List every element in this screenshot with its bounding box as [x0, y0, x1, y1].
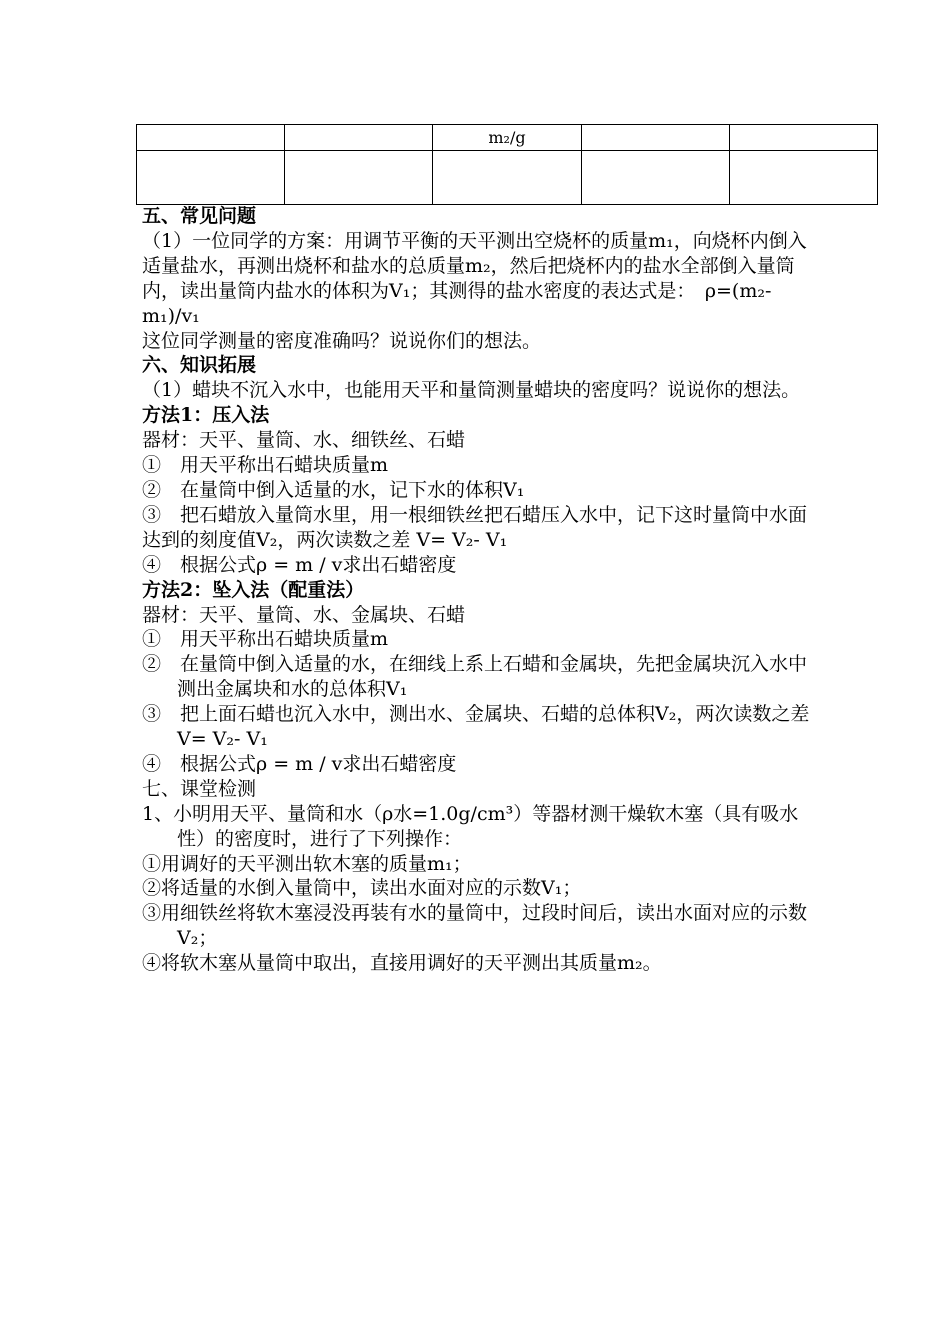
- method-2-step: ④ 根据公式ρ = m / v求出石蜡密度: [142, 752, 457, 775]
- method-2-step: ② 在量筒中倒入适量的水，在细线上系上石蜡和金属块，先把金属块沉入水中测出金属块和水的总体积V₁: [142, 653, 808, 701]
- table-cell-m2: m₂/g: [433, 125, 581, 151]
- section-6-heading: 六、知识拓展: [142, 354, 257, 377]
- section-7-question-1: 1、小明用天平、量筒和水（ρ水=1.0g/cm³）等器材测干燥软木塞（具有吸水性）的密度时，进行了下列操作：: [142, 802, 799, 850]
- section-7-step: ①用调好的天平测出软木塞的质量m₁；: [142, 852, 472, 875]
- method-2-title: 方法2：坠入法（配重法）: [142, 578, 365, 601]
- method-2-step: ① 用天平称出石蜡块质量m: [142, 628, 389, 651]
- table-cell: [729, 151, 877, 205]
- table-cell: [285, 151, 433, 205]
- method-1-title: 方法1：压入法: [142, 404, 270, 427]
- method-1-step: ④ 根据公式ρ = m / v求出石蜡密度: [142, 553, 457, 576]
- section-5-question: 这位同学测量的密度准确吗？说说你们的想法。: [142, 329, 542, 352]
- method-1-materials: 器材：天平、量筒、水、细铁丝、石蜡: [142, 429, 466, 452]
- section-6-item-1: （1）蜡块不沉入水中，也能用天平和量筒测量蜡块的密度吗？说说你的想法。: [142, 379, 801, 402]
- section-7-heading: 七、课堂检测: [142, 777, 257, 800]
- table-row: [137, 151, 878, 205]
- table-cell: [285, 125, 433, 151]
- table-cell: [729, 125, 877, 151]
- table-header-row: [137, 125, 878, 151]
- table-cell: [137, 151, 285, 205]
- section-7-step: ②将适量的水倒入量筒中，读出水面对应的示数V₁；: [142, 877, 582, 900]
- method-1-step: ③ 把石蜡放入量筒水里，用一根细铁丝把石蜡压入水中，记下这时量筒中水面达到的刻度值V₂，两次读数之差 V= V₂- V₁: [142, 503, 808, 551]
- section-5-item-1: （1）一位同学的方案：用调节平衡的天平测出空烧杯的质量m₁，向烧杯内倒入适量盐水，再测出烧杯和盐水的总质量m₂，然后把烧杯内的盐水全部倒入量筒内，读出量筒内盐水的体积为V₁；其测得的盐水密度的表达式是： ρ=(m₂-m₁)/v₁: [142, 229, 807, 327]
- method-2-step: ③ 把上面石蜡也沉入水中，测出水、金属块、石蜡的总体积V₂，两次读数之差 V= V₂- V₁: [142, 703, 810, 751]
- method-2-materials: 器材：天平、量筒、水、金属块、石蜡: [142, 603, 466, 626]
- section-7-step: ③用细铁丝将软木塞浸没再装有水的量筒中，过段时间后，读出水面对应的示数V₂；: [142, 902, 808, 950]
- method-1-step: ① 用天平称出石蜡块质量m: [142, 454, 389, 477]
- document-body: [142, 204, 810, 976]
- section-5-heading: 五、常见问题: [142, 205, 257, 227]
- table-cell: [433, 151, 581, 205]
- section-7-step: ④将软木塞从量筒中取出，直接用调好的天平测出其质量m₂。: [142, 952, 662, 975]
- method-1-step: ② 在量筒中倒入适量的水，记下水的体积V₁: [142, 478, 525, 501]
- table-cell: [581, 125, 729, 151]
- table-cell: [137, 125, 285, 151]
- table-cell: [581, 151, 729, 205]
- data-table: [136, 124, 878, 205]
